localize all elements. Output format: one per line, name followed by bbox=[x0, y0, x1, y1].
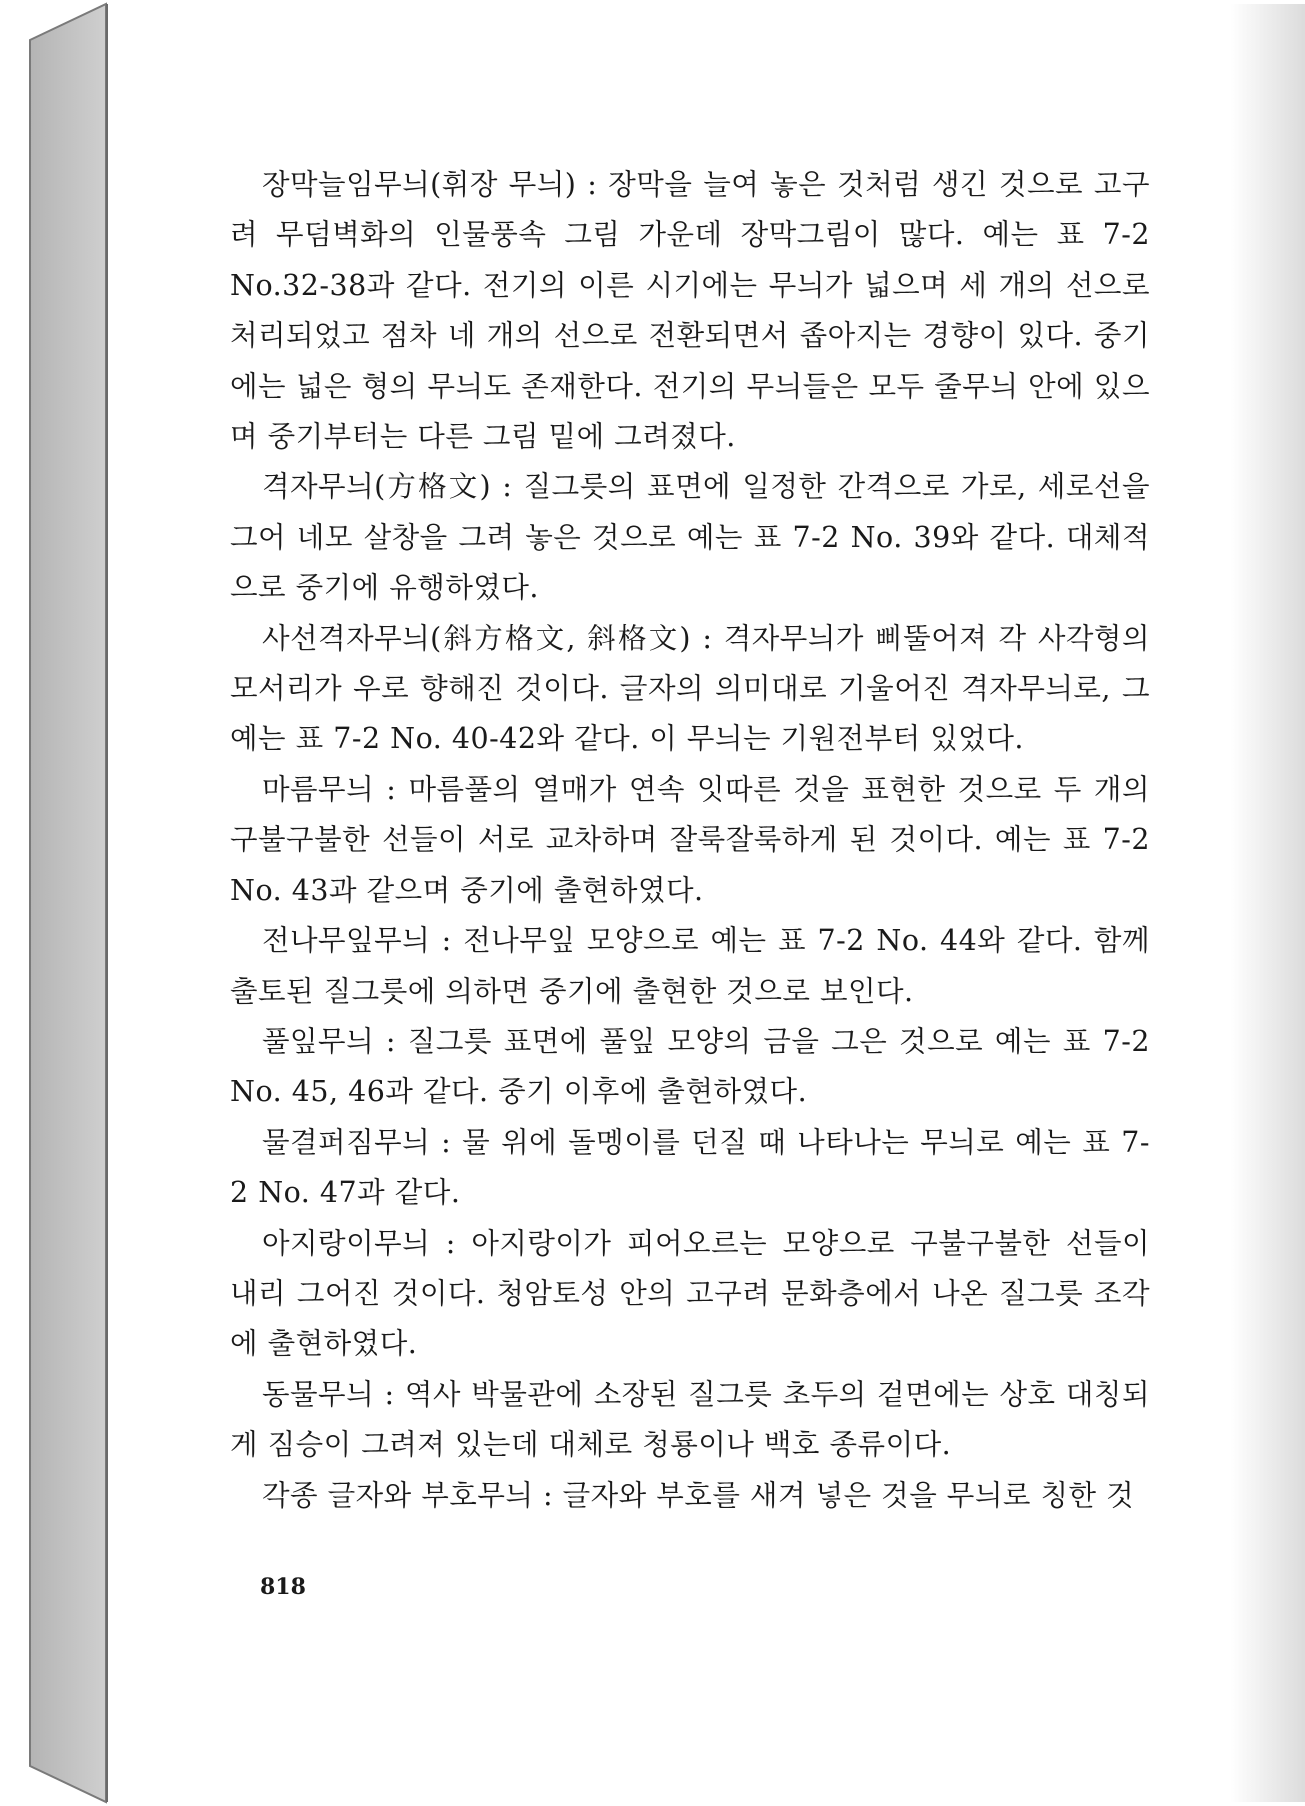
paragraph-term: 각종 글자와 부호무늬 : bbox=[262, 1478, 554, 1512]
paragraph-term: 마름무늬 : bbox=[262, 772, 397, 806]
paragraph-term: 전나무잎무늬 : bbox=[262, 924, 452, 958]
paragraph-text: 마름풀의 열매가 연속 잇따른 것을 표현한 것으로 두 개의 구불구불한 선들이 서로 교차하며 잘룩잘룩하게 된 것이다. 예는 표 7-2 No. 43과 같으며 중기에 출현하였다. bbox=[230, 772, 1150, 907]
paragraph bbox=[230, 614, 1150, 765]
paragraph-text: 글자와 부호를 새겨 넣은 것을 무늬로 칭한 것 bbox=[562, 1478, 1135, 1512]
paragraph bbox=[230, 1219, 1150, 1370]
paragraph-text: 역사 박물관에 소장된 질그릇 초두의 겉면에는 상호 대칭되게 짐승이 그려져 있는데 대체로 청룡이나 백호 종류이다. bbox=[230, 1377, 1150, 1462]
page-number: 818 bbox=[260, 1574, 306, 1600]
paragraph-text: 격자무늬가 삐뚤어져 각 사각형의 모서리가 우로 향해진 것이다. 글자의 의미대로 기울어진 격자무늬로, 그 예는 표 7-2 No. 40-42와 같다. 이 무늬는 기원전부터 있었다. bbox=[230, 621, 1150, 756]
page-body bbox=[230, 160, 1150, 1521]
paragraph bbox=[230, 1471, 1150, 1521]
paragraph bbox=[230, 765, 1150, 916]
paragraph-text: 장막을 늘여 놓은 것처럼 생긴 것으로 고구려 무덤벽화의 인물풍속 그림 가운데 장막그림이 많다. 예는 표 7-2 No.32-38과 같다. 전기의 이른 시기에는 무늬가 넓으며 세 개의 선으로 처리되었고 점차 네 개의 선으로 전환되면서 좁아지는 경향이 있다. 중기에는 넓은 형의 무늬도 존재한다. 전기의 무늬들은 모두 줄무늬 안에 있으며 중기부터는 다른 그림 밑에 그려졌다. bbox=[230, 168, 1150, 454]
paragraph bbox=[230, 1017, 1150, 1118]
paragraph-text: 물 위에 돌멩이를 던질 때 나타나는 무늬로 예는 표 7-2 No. 47과 같다. bbox=[230, 1125, 1150, 1210]
paragraph-text: 질그릇의 표면에 일정한 간격으로 가로, 세로선을 그어 네모 살창을 그려 놓은 것으로 예는 표 7-2 No. 39와 같다. 대체적으로 중기에 유행하였다. bbox=[230, 470, 1150, 605]
paragraph-text: 질그릇 표면에 풀잎 모양의 금을 그은 것으로 예는 표 7-2 No. 45, 46과 같다. 중기 이후에 출현하였다. bbox=[230, 1024, 1150, 1109]
paragraph bbox=[230, 1118, 1150, 1219]
paragraph-term: 사선격자무늬(斜方格文, 斜格文) : bbox=[262, 621, 713, 655]
paragraph bbox=[230, 160, 1150, 462]
paragraph bbox=[230, 1370, 1150, 1471]
paragraph-text: 아지랑이가 피어오르는 모양으로 구불구불한 선들이 내리 그어진 것이다. 청암토성 안의 고구려 문화층에서 나온 질그릇 조각에 출현하였다. bbox=[230, 1226, 1151, 1361]
page-shadow bbox=[1230, 4, 1305, 1802]
paragraph bbox=[230, 916, 1150, 1017]
paragraph-term: 풀잎무늬 : bbox=[262, 1024, 397, 1058]
paragraph-term: 장막늘임무늬(휘장 무늬) : bbox=[262, 168, 598, 201]
paragraph-term: 격자무늬(方格文) : bbox=[262, 470, 513, 504]
paragraph-term: 동물무늬 : bbox=[262, 1377, 395, 1411]
paragraph-term: 물결퍼짐무늬 : bbox=[262, 1125, 452, 1159]
paragraph-term: 아지랑이무늬 : bbox=[262, 1226, 456, 1260]
paragraph-text: 전나무잎 모양으로 예는 표 7-2 No. 44와 같다. 함께 출토된 질그릇에 의하면 중기에 출현한 것으로 보인다. bbox=[230, 924, 1150, 1008]
paragraph bbox=[230, 462, 1150, 613]
